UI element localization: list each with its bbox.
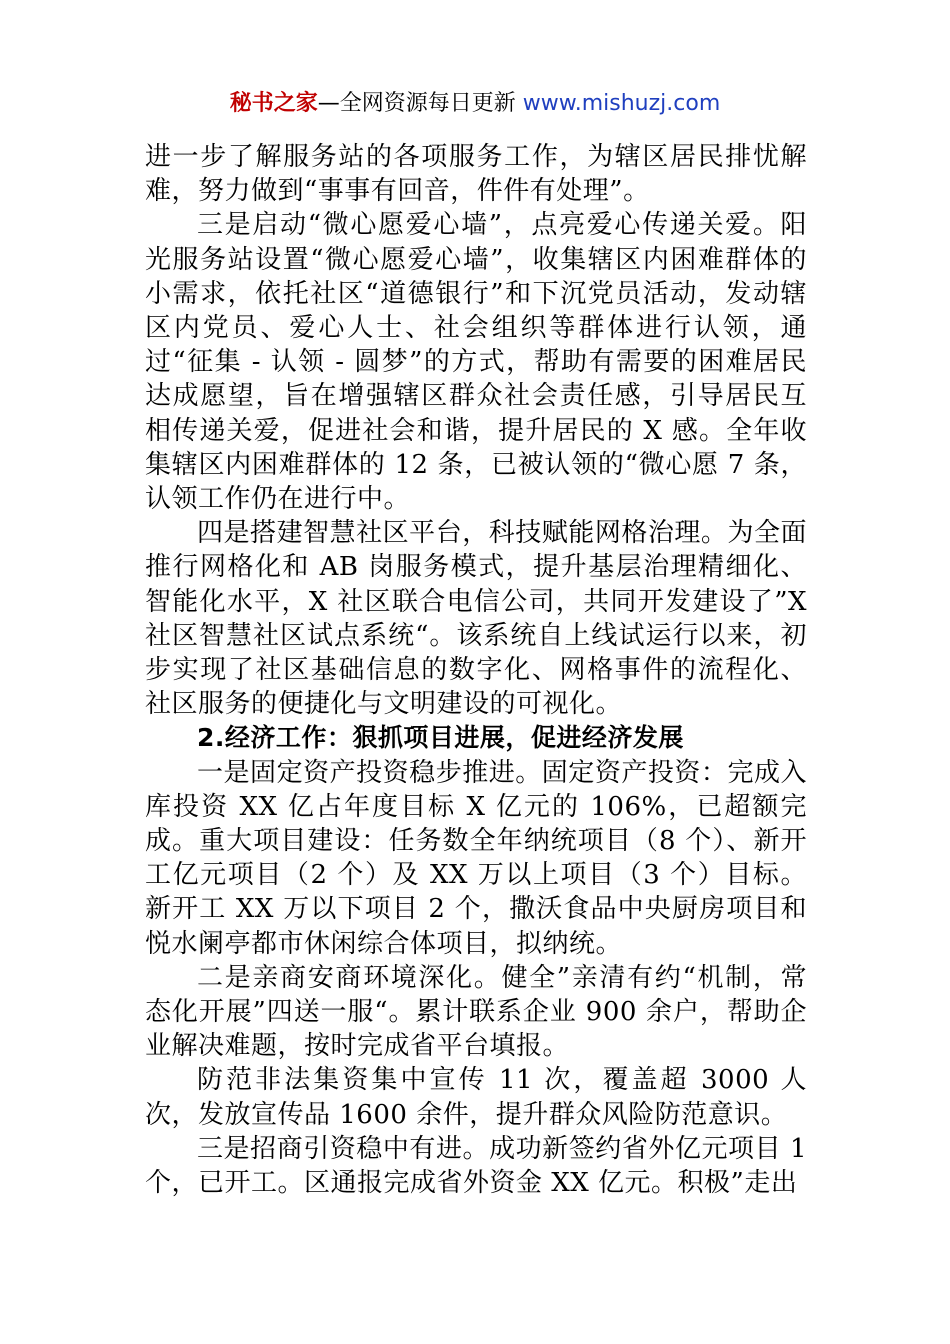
page-header: [0, 88, 950, 120]
paragraph-smart-community: 四是搭建智慧社区平台，科技赋能网格治理。为全面推行网格化和 AB 岗服务模式，提升基层治理精细化、智能化水平，X 社区联合电信公司，共同开发建设了”X 社区智慧社区试点系统“。该系统自上线试运行以来，初步实现了社区基础信息的数字化、网格事件的流程化、社区服务的便捷化与文明建设的可视化。: [145, 518, 807, 720]
paragraph-continuation: 进一步了解服务站的各项服务工作，为辖区居民排忧解难，努力做到“事事有回音，件件有处理”。: [145, 142, 807, 207]
paragraph-fixed-assets: 一是固定资产投资稳步推进。固定资产投资：完成入库投资 XX 亿占年度目标 X 亿元的 106%，已超额完成。重大项目建设：任务数全年纳统项目（8 个）、新开工亿元项目（2 个）及 XX 万以上项目（3 个）目标。新开工 XX 万以下项目 2 个，撒沃食品中央厨房项目和悦水阑亭都市休闲综合体项目，拟纳统。: [145, 757, 807, 959]
paragraph-wish-wall: 三是启动“微心愿爱心墙”，点亮爱心传递关爱。阳光服务站设置“微心愿爱心墙”，收集辖区内困难群体的小需求，依托社区“道德银行”和下沉党员活动，发动辖区内党员、爱心人士、社会组织等群体进行认领，通过“征集 - 认领 - 圆梦”的方式，帮助有需要的困难居民达成愿望，旨在增强辖区群众社会责任感，引导居民互相传递关爱，促进社会和谐，提升居民的 X 感。全年收集辖区内困难群体的 12 条，已被认领的“微心愿 7 条，认领工作仍在进行中。: [145, 210, 807, 515]
paragraph-business-environment: 二是亲商安商环境深化。健全”亲清有约“机制，常态化开展”四送一服“。累计联系企业 900 余户，帮助企业解决难题，按时完成省平台填报。: [145, 962, 807, 1062]
paragraph-investment: 三是招商引资稳中有进。成功新签约省外亿元项目 1 个，已开工。区通报完成省外资金 XX 亿元。积极”走出: [145, 1133, 807, 1199]
site-url[interactable]: www.mishuzj.com: [522, 91, 721, 116]
paragraph-fraud-prevention: 防范非法集资集中宣传 11 次，覆盖超 3000 人次，发放宣传品 1600 余件，提升群众风险防范意识。: [145, 1065, 807, 1130]
document-body: [145, 140, 807, 1200]
site-brand: 秘书之家: [229, 91, 318, 116]
site-tagline: —全网资源每日更新: [317, 91, 516, 116]
section-heading-economy: 2.经济工作：狠抓项目进展，促进经济发展: [197, 723, 684, 753]
